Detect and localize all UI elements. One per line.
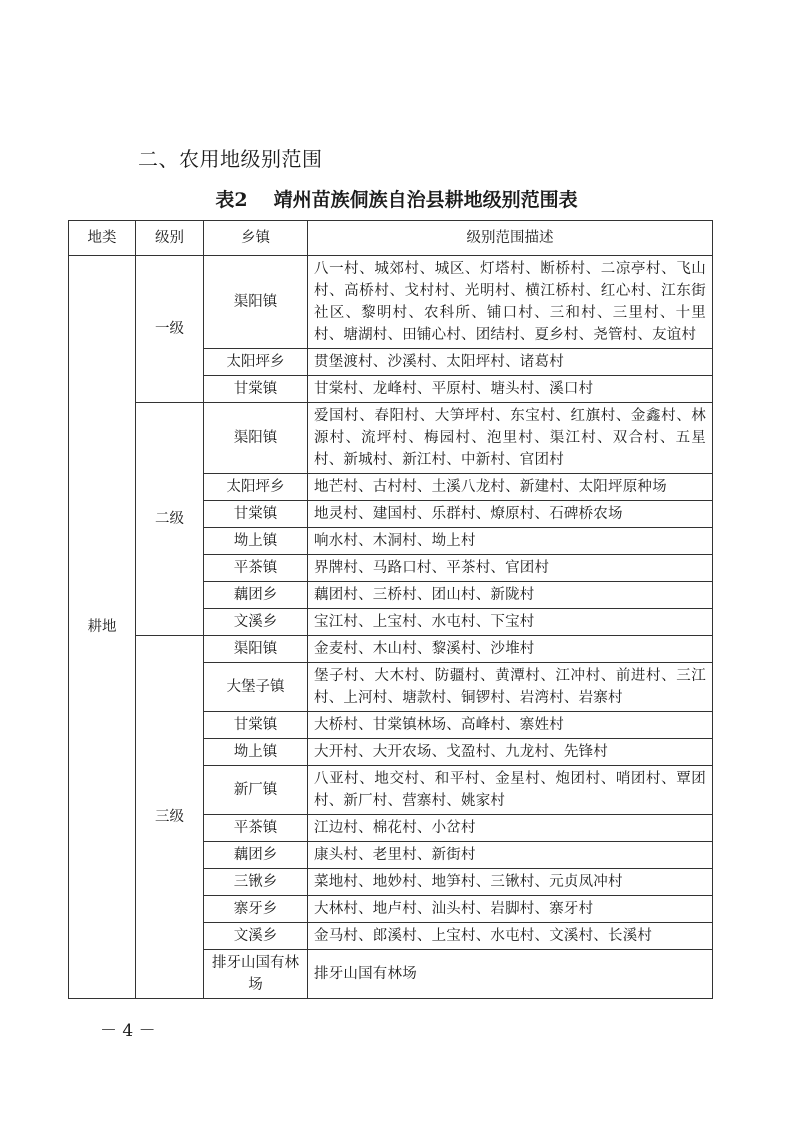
description-cell: 甘棠村、龙峰村、平原村、塘头村、溪口村 xyxy=(308,376,713,403)
town-cell: 甘棠镇 xyxy=(204,376,308,403)
description-cell: 康头村、老里村、新街村 xyxy=(308,842,713,869)
town-cell: 排牙山国有林场 xyxy=(204,950,308,999)
table-title-text: 靖州苗族侗族自治县耕地级别范围表 xyxy=(273,189,578,211)
table-row xyxy=(69,256,713,349)
description-cell: 大桥村、甘棠镇林场、高峰村、寨姓村 xyxy=(308,712,713,739)
header-grade: 级别 xyxy=(136,221,204,256)
town-cell: 文溪乡 xyxy=(204,609,308,636)
land-grade-table xyxy=(68,220,713,999)
description-cell: 大林村、地卢村、汕头村、岩脚村、寨牙村 xyxy=(308,896,713,923)
town-cell: 寨牙乡 xyxy=(204,896,308,923)
table-title xyxy=(0,185,793,212)
description-cell: 宝江村、上宝村、水屯村、下宝村 xyxy=(308,609,713,636)
town-cell: 文溪乡 xyxy=(204,923,308,950)
description-cell: 爱国村、春阳村、大笋坪村、东宝村、红旗村、金鑫村、林源村、流坪村、梅园村、泡里村、渠江村、双合村、五星村、新城村、新江村、中新村、官团村 xyxy=(308,403,713,474)
table-header-row xyxy=(69,221,713,256)
header-town: 乡镇 xyxy=(204,221,308,256)
town-cell: 渠阳镇 xyxy=(204,256,308,349)
town-cell: 大堡子镇 xyxy=(204,663,308,712)
table-number: 表2 xyxy=(215,189,248,211)
description-cell: 八一村、城郊村、城区、灯塔村、断桥村、二凉亭村、飞山村、高桥村、戈村村、光明村、横江桥村、红心村、江东街社区、黎明村、农科所、铺口村、三和村、三里村、十里村、塘湖村、田铺心村、团结村、夏乡村、尧管村、友谊村 xyxy=(308,256,713,349)
town-cell: 坳上镇 xyxy=(204,739,308,766)
grade-cell: 一级 xyxy=(136,256,204,403)
town-cell: 新厂镇 xyxy=(204,766,308,815)
description-cell: 堡子村、大木村、防疆村、黄潭村、江冲村、前进村、三江村、上河村、塘款村、铜锣村、岩湾村、岩寨村 xyxy=(308,663,713,712)
header-description: 级别范围描述 xyxy=(308,221,713,256)
land-type-cell: 耕地 xyxy=(69,256,136,999)
description-cell: 地灵村、建国村、乐群村、燎原村、石碑桥农场 xyxy=(308,501,713,528)
table-row xyxy=(69,403,713,474)
town-cell: 甘棠镇 xyxy=(204,712,308,739)
town-cell: 平茶镇 xyxy=(204,815,308,842)
description-cell: 地芒村、古村村、土溪八龙村、新建村、太阳坪原种场 xyxy=(308,474,713,501)
description-cell: 金马村、郎溪村、上宝村、水屯村、文溪村、长溪村 xyxy=(308,923,713,950)
town-cell: 太阳坪乡 xyxy=(204,349,308,376)
description-cell: 金麦村、木山村、黎溪村、沙堆村 xyxy=(308,636,713,663)
town-cell: 渠阳镇 xyxy=(204,636,308,663)
town-cell: 坳上镇 xyxy=(204,528,308,555)
grade-cell: 二级 xyxy=(136,403,204,636)
description-cell: 菜地村、地妙村、地笋村、三锹村、元贞凤冲村 xyxy=(308,869,713,896)
description-cell: 江边村、棉花村、小岔村 xyxy=(308,815,713,842)
town-cell: 三锹乡 xyxy=(204,869,308,896)
description-cell: 排牙山国有林场 xyxy=(308,950,713,999)
description-cell: 界牌村、马路口村、平茶村、官团村 xyxy=(308,555,713,582)
table-row xyxy=(69,636,713,663)
section-heading: 二、农用地级别范围 xyxy=(138,147,323,171)
description-cell: 贯堡渡村、沙溪村、太阳坪村、诸葛村 xyxy=(308,349,713,376)
town-cell: 渠阳镇 xyxy=(204,403,308,474)
town-cell: 藕团乡 xyxy=(204,842,308,869)
town-cell: 平茶镇 xyxy=(204,555,308,582)
description-cell: 藕团村、三桥村、团山村、新陇村 xyxy=(308,582,713,609)
town-cell: 藕团乡 xyxy=(204,582,308,609)
town-cell: 甘棠镇 xyxy=(204,501,308,528)
grade-cell: 三级 xyxy=(136,636,204,999)
header-land-type: 地类 xyxy=(69,221,136,256)
description-cell: 大开村、大开农场、戈盈村、九龙村、先锋村 xyxy=(308,739,713,766)
description-cell: 八亚村、地交村、和平村、金星村、炮团村、哨团村、覃团村、新厂村、营寨村、姚家村 xyxy=(308,766,713,815)
description-cell: 响水村、木洞村、坳上村 xyxy=(308,528,713,555)
page-number: － 4 － xyxy=(100,1021,156,1041)
town-cell: 太阳坪乡 xyxy=(204,474,308,501)
